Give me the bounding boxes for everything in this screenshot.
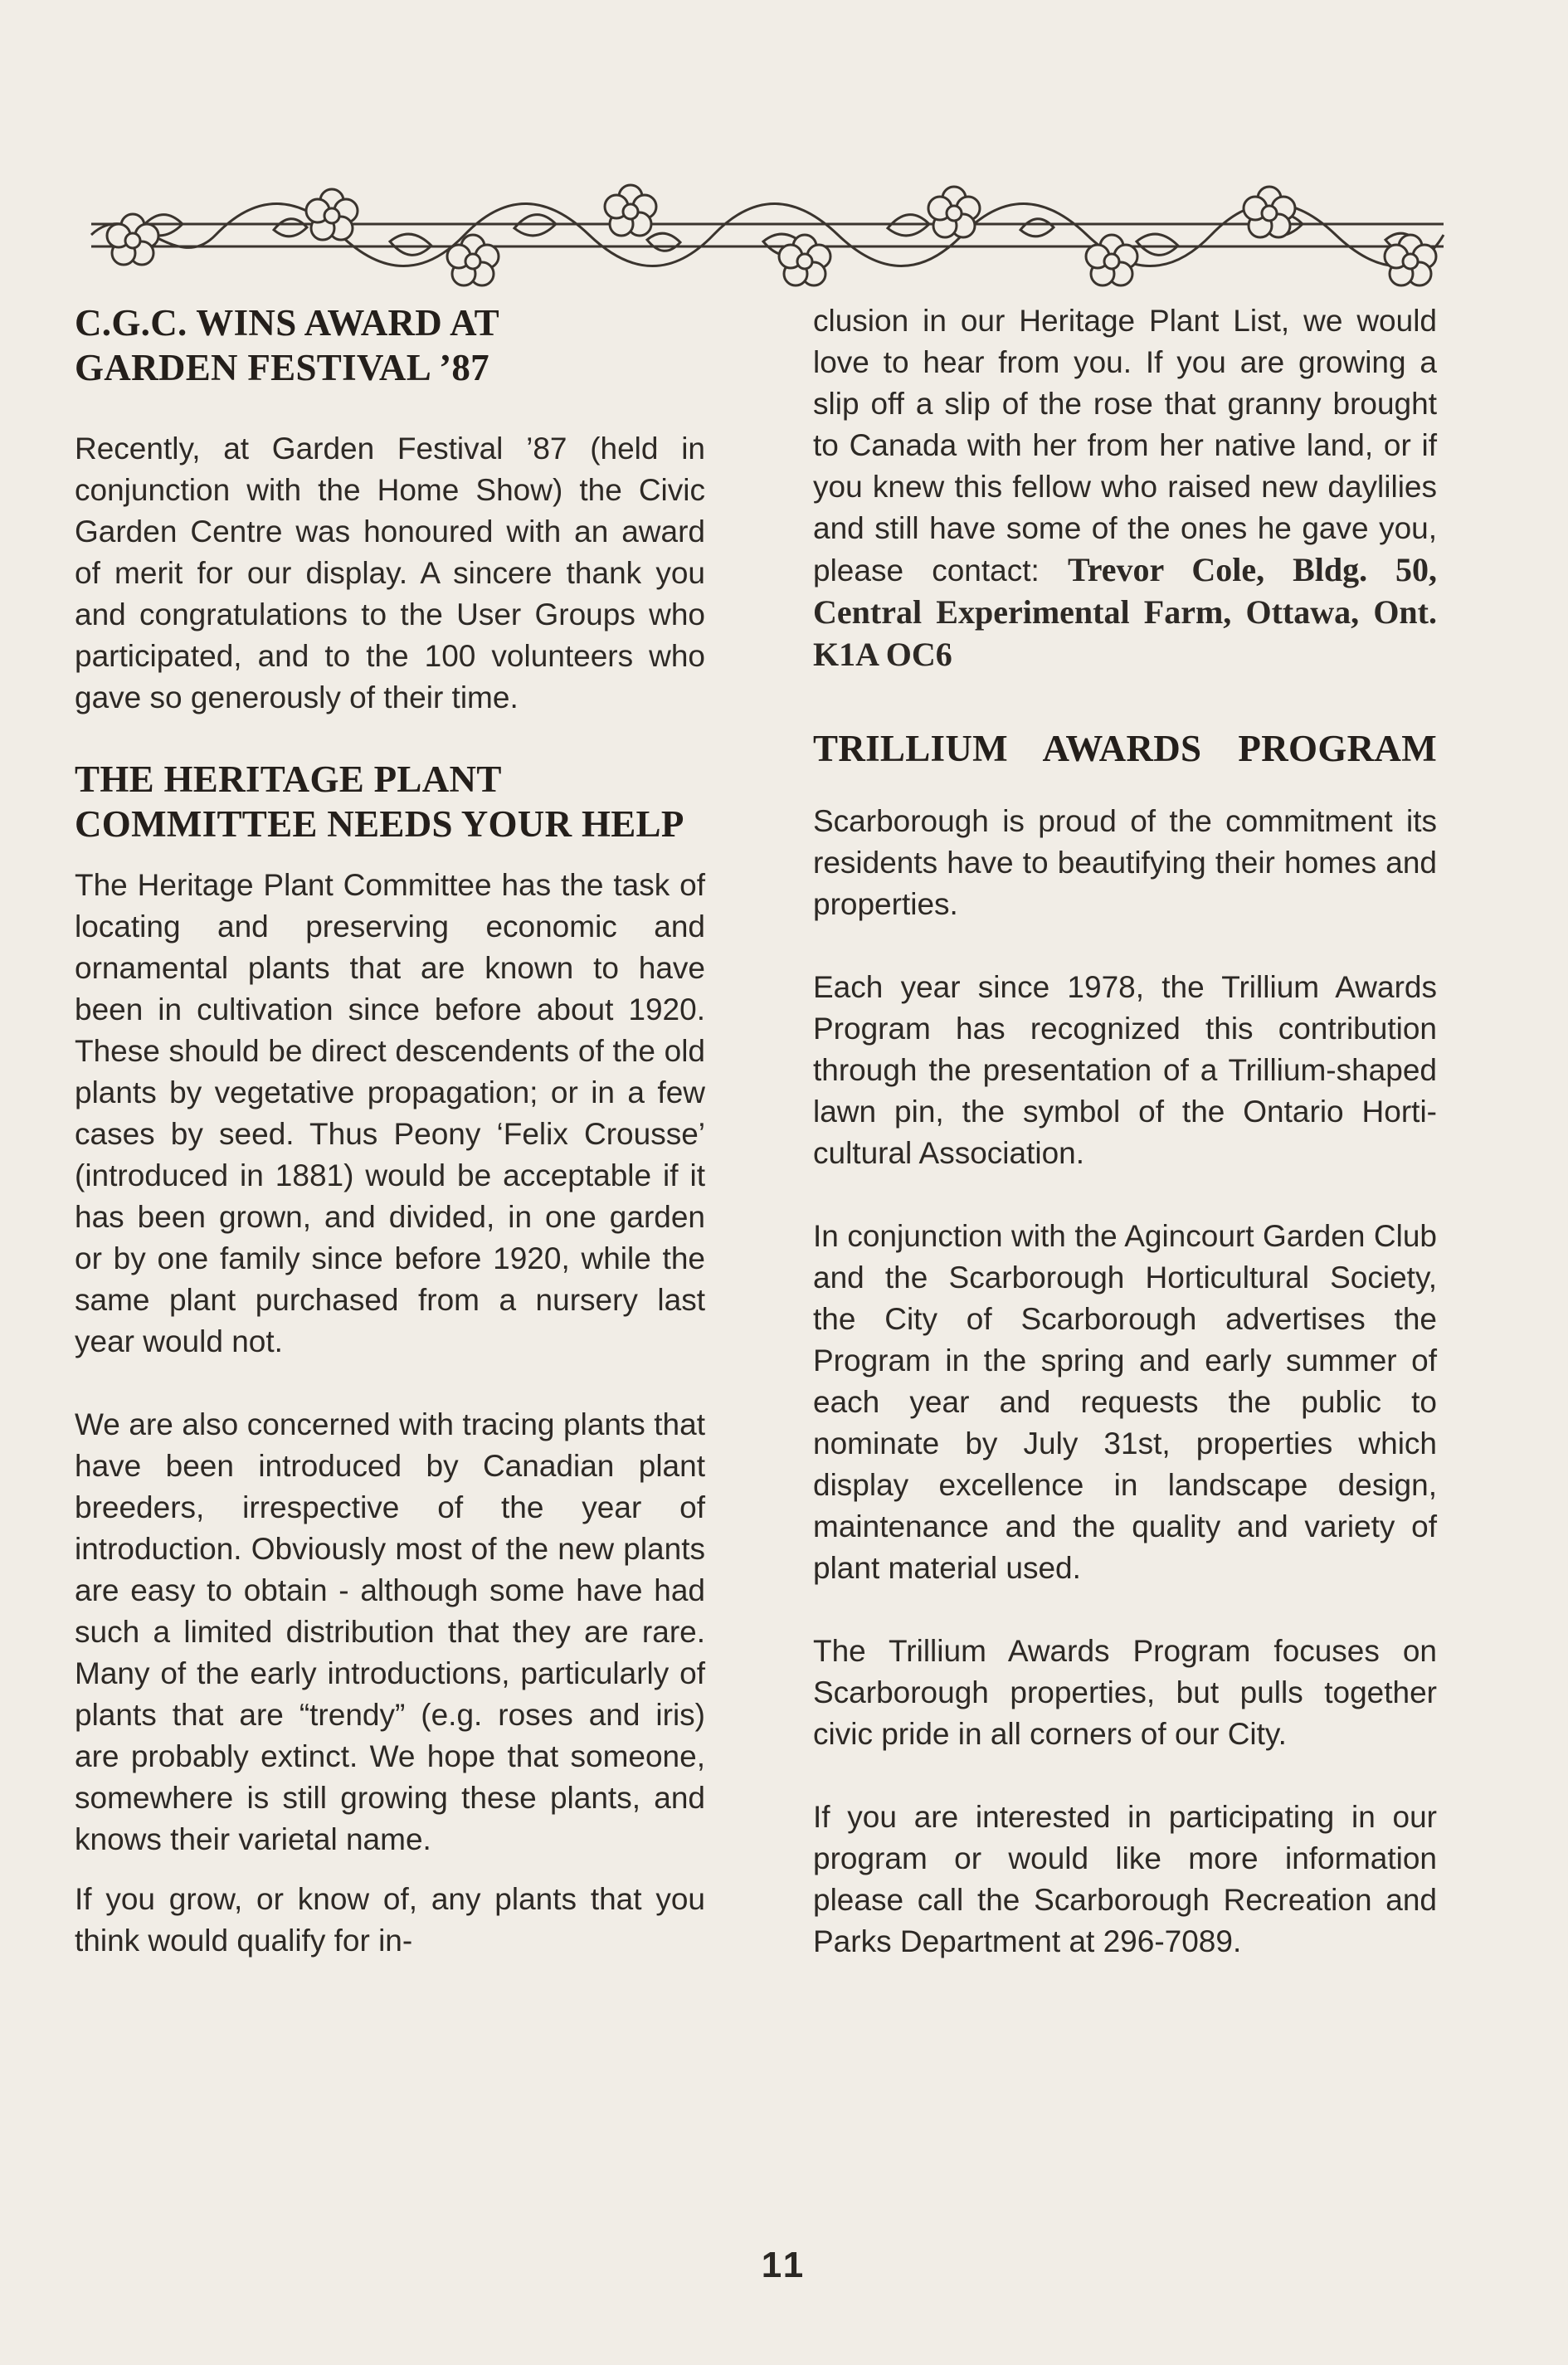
- right-column: [813, 300, 1437, 1963]
- trillium-paragraph-1: Scarborough is proud of the commitment its residents have to beautifying their homes and properties.: [813, 804, 1437, 921]
- award-section: [75, 300, 705, 719]
- heritage-heading-line2: COMMITTEE NEEDS YOUR HELP: [75, 803, 684, 845]
- heritage-paragraph-3: If you grow, or know of, any plants that you think would qualify for in-: [75, 1882, 705, 1958]
- heritage-paragraph-2: We are also concerned with tracing plants that have been introduced by Canadian plant breeders, irrespective of the year of introduction. Obviously most of the new plants are easy to obtain - although some have had such a limited distribution that they are rare. Many of the early introductions, particularly of plants that are “trendy” (e.g. roses and iris) are probably extinct. We hope that someone, somewhere is still growing these plants, and knows their varietal name.: [75, 1407, 705, 1856]
- trillium-section: [813, 726, 1437, 1963]
- heritage-heading: [75, 757, 705, 846]
- award-heading-line1: C.G.C. WINS AWARD AT: [75, 302, 499, 344]
- heritage-heading-line1: THE HERITAGE PLANT: [75, 758, 502, 800]
- trillium-paragraph-2: Each year since 1978, the Trillium Awards Program has recognized this contribution through the presentation of a Trillium-shaped lawn pin, the symbol of the Ontario Horticultural Association.: [813, 970, 1437, 1170]
- page-number: 11: [761, 2245, 807, 2285]
- trillium-paragraph-5: If you are interested in participating in our program or would like more information please call the Scarborough Recreation and Parks Department at 296-7089.: [813, 1800, 1437, 1958]
- trillium-paragraph-4: The Trillium Awards Program focuses on Scarborough properties, but pulls together civic pride in all corners of our City.: [813, 1634, 1437, 1751]
- heritage-continued-text: clusion in our Heritage Plant List, we would love to hear from you. If you are growing a slip off a slip of the rose that granny brought to Canada with her from her native land, or if you knew this fellow who raised new daylilies and still have some of the ones he gave you, please contact:: [813, 304, 1437, 588]
- award-paragraph: Recently, at Garden Festival ’87 (held in conjunction with the Home Show) the Civic Garden Centre was honoured with an award of merit for our display. A sincere thank you and congratulations to the User Groups who participated, and to the 100 volunteers who gave so generously of their time.: [75, 432, 705, 714]
- floral-border-decoration: [83, 178, 1452, 290]
- award-heading-line2: GARDEN FESTIVAL ’87: [75, 347, 489, 388]
- heritage-continued-section: [813, 300, 1437, 676]
- heritage-contact: Trevor Cole, Bldg. 50, Central Experimental Farm, Ottawa, Ont. K1A OC6: [813, 551, 1438, 673]
- heritage-continued-paragraph: [813, 300, 1437, 676]
- trillium-heading: TRILLIUM AWARDS PROGRAM: [813, 728, 1437, 769]
- heritage-paragraph-1: The Heritage Plant Committee has the task of locating and preserving economic and ornamental plants that are known to have been in cultivation since before about 1920. These should be direct descendents of the old plants by vegetative propagation; or in a few cases by seed. Thus Peony ‘Felix Crousse’ (introduced in 1881) would be acceptable if it has been grown, and divided, in one garden or by one family since before 1920, while the same plant purchased from a nursery last year would not.: [75, 868, 705, 1358]
- award-heading: [75, 300, 705, 390]
- trillium-paragraph-3: In conjunction with the Agincourt Garden Club and the Scarborough Horticultural Society, the City of Scarborough advertises the Program in the spring and early summer of each year and requests the public to nominate by July 31st, properties which display excellence in landscape design, maintenance and the quality and variety of plant material used.: [813, 1219, 1437, 1585]
- heritage-section: [75, 757, 705, 1962]
- left-column: [75, 300, 705, 1962]
